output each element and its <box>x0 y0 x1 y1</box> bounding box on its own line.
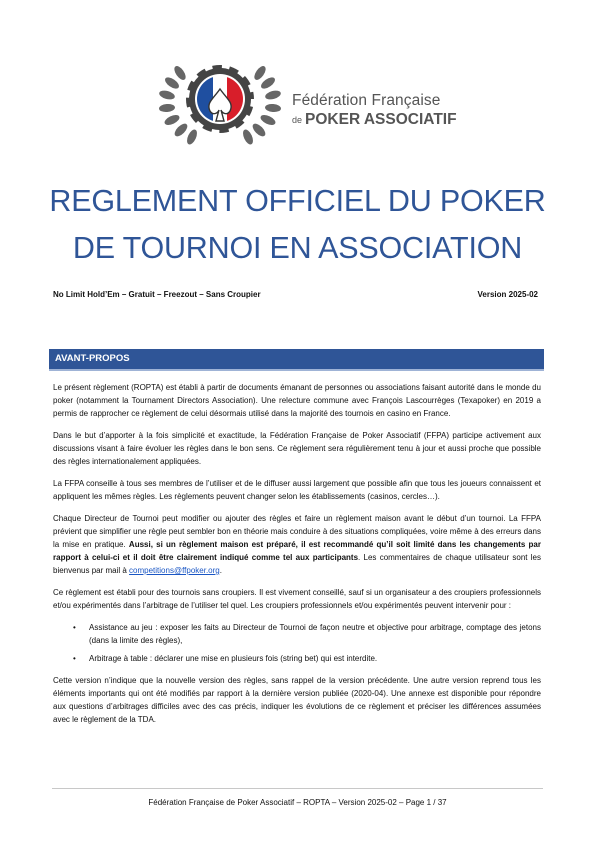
paragraph-4 <box>53 512 541 577</box>
paragraph-4-bold: Aussi, si un règlement maison est préparé, il est recommandé qu’il soit limité dans les changements par rapport à celui-ci et il doit être clairement indiqué comme tel aux participants <box>53 540 541 562</box>
email-link[interactable]: competitions@ffpoker.org <box>129 566 220 575</box>
bullet-icon: • <box>73 623 76 632</box>
paragraph-4-text-c: . Les commentaires de chaque utilisateur sont les bienvenus par mail à <box>53 553 541 575</box>
logo-text <box>292 92 457 129</box>
page-footer: Fédération Française de Poker Associatif – ROPTA – Version 2025-02 – Page 1 / 37 <box>148 798 447 807</box>
list-item-text: Assistance au jeu : exposer les faits au Directeur de Tournoi de façon neutre et objective pour arbitrage, comptage des jetons (dans la limite des règles), <box>89 623 541 645</box>
footer-divider <box>52 788 543 789</box>
paragraph-3: La FFPA conseille à tous ses membres de l’utiliser et de le diffuser aussi largement que possible afin que tous les joueurs connaissent et appliquent les mêmes règles. Les règlements peuvent changer selon les établissements (casinos, cercles…). <box>53 479 541 501</box>
list-item-text: Arbitrage à table : déclarer une mise en plusieurs fois (string bet) qui est interdite. <box>89 654 378 663</box>
ffpa-logo <box>150 55 457 155</box>
logo-line2-prefix: de <box>292 115 303 125</box>
paragraph-2: Dans le but d’apporter à la fois simplicité et exactitude, la Fédération Française de Poker Associatif (FFPA) participe activement aux discussions visant à faire évoluer les règles dans le bon sens. Ce règlement sera régulièrement tenu à jour et aussi proche que possible des règles internationalement appliquées. <box>53 431 541 466</box>
paragraph-4-text-a: Chaque Directeur de Tournoi peut modifier ou ajouter des règles et faire un règlement maison avant le début d’un tournoi. La FFPA prévient que simplifier une règle peut sembler bon en théorie mais conduire à des situations compliquées, voire même à des erreurs dans la mise en pratique. <box>53 514 541 549</box>
list-item <box>53 621 541 647</box>
page-title <box>20 178 575 272</box>
laurel-chip-emblem-icon <box>150 55 290 155</box>
logo-line1: Fédération Française <box>292 92 441 109</box>
paragraph-4-text-d: . <box>219 566 222 575</box>
paragraph-5: Ce règlement est établi pour des tournois sans croupiers. Il est vivement conseillé, sauf si un organisateur a des croupiers professionnels et/ou expérimentés dans l’arbitrage de l’utiliser tel quel. Les croupiers professionnels et/ou expérimentés peuvent intervenir pour : <box>53 588 541 610</box>
paragraph-1: Le présent règlement (ROPTA) est établi à partir de documents émanant de personnes ou associations faisant autorité dans le monde du poker (notamment la Tournament Directors Association). Une relecture commune avec François Lascourrèges (Texapoker) en 2019 a permis de rapprocher ce règlement de celui désormais utilisé dans la majorité des tournois en casino en France. <box>53 383 541 418</box>
list-item <box>53 652 541 665</box>
logo-line2 <box>292 111 457 129</box>
section-header-avant-propos: AVANT-PROPOS <box>49 349 544 369</box>
subtitle: No Limit Hold’Em – Gratuit – Freezout – Sans Croupier <box>53 290 261 299</box>
paragraph-6: Cette version n’indique que la nouvelle version des règles, sans rappel de la version précédente. Une autre version reprend tous les éléments importants qui ont été modifiés par rapport à la dernière version publiée (2020-04). Une annexe est disponible pour répondre aux questions d’arbitrages difficiles avec des cas précis, indiquer les évolutions de ce règlement et préciser les différences assumées avec le règlement de la TDA. <box>53 676 541 724</box>
bullet-list <box>53 621 541 665</box>
title-line2: DE TOURNOI EN ASSOCIATION <box>72 231 523 265</box>
logo-line2-main: POKER ASSOCIATIF <box>305 111 457 128</box>
bullet-icon: • <box>73 654 76 663</box>
content-body <box>53 381 541 735</box>
title-line1: REGLEMENT OFFICIEL DU POKER <box>49 184 546 218</box>
version-label: Version 2025-02 <box>477 290 538 299</box>
